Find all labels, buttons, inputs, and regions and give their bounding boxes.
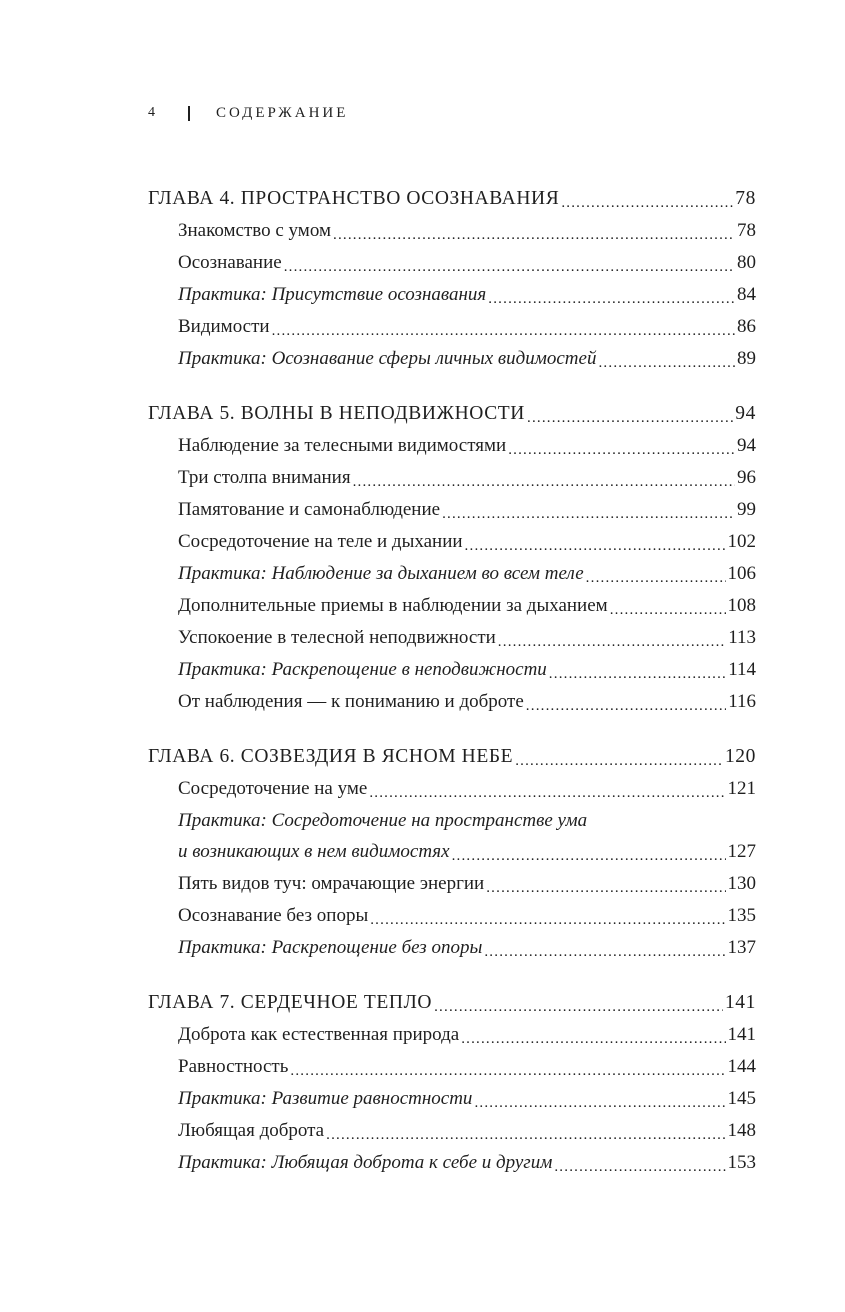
chapter-page: 78 [735,188,756,209]
entry-title: Практика: Раскрепощение в неподвижности [178,659,547,680]
entry-page: 94 [737,435,756,456]
dot-leader [515,741,723,773]
entry-title: Практика: Присутствие осознавания [178,284,487,305]
chapter-title: ГЛАВА 4. ПРОСТРАНСТВО ОСОЗНАВАНИЯ [148,188,560,209]
dot-leader [326,1115,725,1147]
chapter-page: 120 [724,746,756,767]
dot-leader [486,868,725,900]
dot-leader [290,1051,725,1083]
toc-entry[interactable] [148,1115,756,1147]
entry-title: Любящая доброта [178,1120,325,1141]
toc-entry[interactable] [148,526,756,558]
entry-page: 148 [727,1120,756,1141]
dot-leader [610,590,726,622]
entry-title: Дополнительные приемы в наблюдении за дыханием [178,595,608,616]
entry-title: От наблюдения — к пониманию и доброте [178,691,524,712]
page-number: 4 [148,105,155,120]
dot-leader [442,494,735,526]
entry-title: Успокоение в телесной неподвижности [178,627,496,648]
toc-entry[interactable] [148,868,756,900]
dot-leader [369,773,725,805]
dot-leader [474,1083,725,1115]
dot-leader [498,622,726,654]
entry-title: Практика: Наблюдение за дыханием во всем теле [178,563,584,584]
toc-entry[interactable] [148,773,756,805]
toc-entry[interactable] [148,247,756,279]
dot-leader [461,1019,725,1051]
toc-entry-practice[interactable] [148,279,756,311]
header-divider [188,106,190,121]
toc-chapter-6 [148,741,756,964]
toc-chapter-7 [148,987,756,1179]
entry-title: Практика: Осознавание сферы личных видимостей [178,348,597,369]
running-head-title: СОДЕРЖАНИЕ [216,104,349,121]
entry-title-continuation: и возникающих в нем видимостях [178,841,450,862]
entry-title: Знакомство с умом [178,220,331,241]
chapter-heading[interactable] [148,183,756,215]
toc-entry[interactable] [148,900,756,932]
toc-entry[interactable] [148,462,756,494]
entry-title: Доброта как естественная природа [178,1024,460,1045]
dot-leader [554,1147,725,1179]
dot-leader [484,932,725,964]
dot-leader [333,215,735,247]
entry-page: 102 [727,531,756,552]
entry-page: 135 [727,905,756,926]
entry-page: 96 [737,467,756,488]
chapter-title: ГЛАВА 5. ВОЛНЫ В НЕПОДВИЖНОСТИ [148,403,525,424]
dot-leader [488,279,735,311]
chapter-heading[interactable] [148,741,756,773]
entry-title: Практика: Развитие равностности [178,1088,473,1109]
toc-chapter-5 [148,398,756,718]
toc-entry-practice[interactable] [148,1083,756,1115]
toc-entry[interactable] [148,1019,756,1051]
toc-entry-practice[interactable] [148,343,756,375]
entry-page: 130 [727,873,756,894]
entry-title: Практика: Сосредоточение на пространстве ума [178,810,588,831]
entry-page: 106 [727,563,756,584]
entry-title: Сосредоточение на теле и дыхании [178,531,463,552]
entry-page: 78 [737,220,756,241]
toc-entry[interactable] [148,1051,756,1083]
dot-leader [284,247,735,279]
entry-title: Осознавание без опоры [178,905,369,926]
toc-entry-practice[interactable] [148,1147,756,1179]
toc-entry-practice[interactable] [148,805,756,868]
entry-title: Пять видов туч: омрачающие энергии [178,873,485,894]
dot-leader [353,462,735,494]
dot-leader [452,836,726,868]
dot-leader [370,900,725,932]
entry-title: Наблюдение за телесными видимостями [178,435,507,456]
toc-entry[interactable] [148,311,756,343]
entry-title: Практика: Раскрепощение без опоры [178,937,483,958]
entry-title: Равностность [178,1056,289,1077]
chapter-title: ГЛАВА 7. СЕРДЕЧНОЕ ТЕПЛО [148,992,433,1013]
entry-title: Три столпа внимания [178,467,351,488]
entry-title: Видимости [178,316,270,337]
toc-entry[interactable] [148,430,756,462]
dot-leader [465,526,726,558]
dot-leader [561,183,733,215]
chapter-page: 94 [735,403,756,424]
table-of-contents [148,183,756,1202]
toc-chapter-4 [148,183,756,375]
entry-page: 113 [728,627,756,648]
entry-page: 121 [727,778,756,799]
toc-entry-practice[interactable] [148,558,756,590]
entry-page: 80 [737,252,756,273]
dot-leader [272,311,735,343]
entry-title-continuation-row [178,836,756,868]
chapter-title: ГЛАВА 6. СОЗВЕЗДИЯ В ЯСНОМ НЕБЕ [148,746,514,767]
toc-entry-practice[interactable] [148,654,756,686]
chapter-heading[interactable] [148,987,756,1019]
entry-title: Осознавание [178,252,282,273]
running-head [148,100,348,126]
entry-page: 145 [727,1088,756,1109]
entry-page: 86 [737,316,756,337]
entry-page: 99 [737,499,756,520]
toc-entry[interactable] [148,215,756,247]
toc-entry-practice[interactable] [148,932,756,964]
entry-page: 144 [727,1056,756,1077]
entry-page: 84 [737,284,756,305]
chapter-page: 141 [724,992,756,1013]
chapter-heading[interactable] [148,398,756,430]
dot-leader [549,654,726,686]
entry-page: 153 [727,1152,756,1173]
dot-leader [598,343,735,375]
toc-entry[interactable] [148,622,756,654]
entry-page: 108 [727,595,756,616]
dot-leader [586,558,726,590]
entry-title: Памятование и самонаблюдение [178,499,441,520]
entry-page: 89 [737,348,756,369]
entry-page: 141 [727,1024,756,1045]
entry-page: 114 [728,659,756,680]
dot-leader [508,430,735,462]
entry-title: Практика: Любящая доброта к себе и другим [178,1152,553,1173]
toc-entry[interactable] [148,494,756,526]
toc-entry[interactable] [148,590,756,622]
entry-page: 137 [727,937,756,958]
dot-leader [527,398,733,430]
entry-page: 127 [727,841,756,862]
dot-leader [434,987,723,1019]
dot-leader [526,686,726,718]
entry-title: Сосредоточение на уме [178,778,368,799]
entry-page: 116 [728,691,756,712]
toc-entry[interactable] [148,686,756,718]
